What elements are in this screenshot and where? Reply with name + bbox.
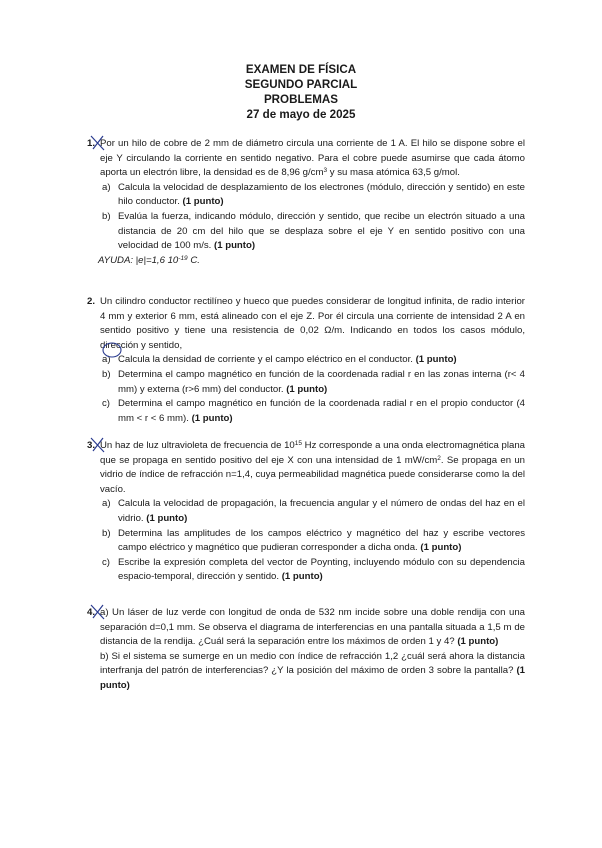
problem-1-number: 1. [87, 138, 96, 149]
problem-1-statement: Por un hilo de cobre de 2 mm de diámetro circula una corriente de 1 A. El hilo se dispone sobre el eje Y circulando la corriente en sentido negativo. Para el cobre puede asumirse que cada átomo aporta un electrón libre, la densidad es de 8,96 $g/cm^3$ y su masa atómica 63,5 g/mol. [100, 138, 525, 179]
problem-3-statement: Un haz de luz ultravioleta de frecuencia de $10^{15}$ Hz corresponde a una onda electromagnética plana que se propaga en sentido positivo del eje X con una intensidad de 1 $mW/cm^2$. Se propaga en un vidrio de índice de refracción n=1,4, cuya permeabilidad magnética puede considerarse como la del vacío. [100, 440, 525, 495]
exam-header [0, 62, 602, 122]
problem-2-part-b: b) Determina el campo magnético en función de la coordenada radial r en las zonas interna (r< 4 mm) y externa (r>6 mm) del conductor. (1 punto) [102, 368, 525, 395]
exam-date: 27 de mayo de 2025 [246, 108, 356, 121]
problem-1 [87, 137, 525, 268]
problem-4-part-b: b) Si el sistema se sumerge en un medio con índice de refracción 1,2 ¿cuál será ahora la distancia interfranja del patrón de interferencias? ¿Y la posición del máximo de orden 3 sobre la pantalla? (1 punto) [100, 650, 525, 691]
problem-2 [87, 295, 525, 426]
exam-title: EXAMEN DE FÍSICA [245, 63, 357, 76]
problem-4-number: 4. [87, 607, 96, 618]
problem-2-number: 2. [87, 296, 96, 307]
problem-1-help: AYUDA: |e|=1,6 $10^{-19}$ C. [98, 254, 200, 266]
problem-2-part-c: c) Determina el campo magnético en función de la coordenada radial r en el propio conductor (4 mm < r < 6 mm). (1 punto) [102, 398, 525, 424]
problem-3-part-b: b) Determina las amplitudes de los campos eléctrico y magnético del haz y escribe vectores campo eléctrico y magnético que pudieran corresponder a dicha onda. (1 punto) [102, 527, 525, 554]
problem-3 [87, 439, 525, 585]
problem-4-part-a: a) Un láser de luz verde con longitud de onda de 532 nm incide sobre una doble rendija con una separación d=0,1 mm. Se observa el diagrama de interferencias en una pantalla situada a 1,5 m de distancia de la rendija. ¿Cuál será la separación entre los máximos de orden 1 y 4? (1 punto) [100, 607, 525, 648]
problem-2-statement: Un cilindro conductor rectilíneo y hueco que puedes considerar de longitud infinita, de radio interior 4 mm y exterior 6 mm, está alineado con el eje Z. Por él circula una corriente de intensidad 2 A en sentido positivo y tiene una resistencia de 0,02 Ω/m. Indicando en todos los casos módulo, dirección y sentido, [100, 296, 525, 351]
exam-section: PROBLEMAS [263, 93, 339, 106]
problem-2-part-a: a) Calcula la densidad de corriente y el campo eléctrico en el conductor. (1 punto) [102, 354, 457, 366]
problem-1-part-b: b) Evalúa la fuerza, indicando módulo, dirección y sentido, que recibe un electrón situado a una distancia de 20 cm del hilo que se desplaza sobre el eje Y en sentido positivo con una velocidad de 100 m/s. (1 punto) [102, 210, 525, 252]
problem-3-number: 3. [87, 440, 96, 451]
exam-subtitle: SEGUNDO PARCIAL [244, 78, 358, 91]
problem-3-part-a: a) Calcula la velocidad de propagación, la frecuencia angular y el número de ondas del haz en el vidrio. (1 punto) [102, 498, 525, 524]
problem-3-part-c: c) Escribe la expresión completa del vector de Poynting, incluyendo módulo con su dependencia espacio-temporal, dirección y sentido. (1 punto) [102, 556, 525, 583]
problem-4 [87, 606, 525, 694]
problem-1-part-a: a) Calcula la velocidad de desplazamiento de los electrones (módulo, dirección y sentido) en este hilo conductor. (1 punto) [102, 181, 525, 208]
